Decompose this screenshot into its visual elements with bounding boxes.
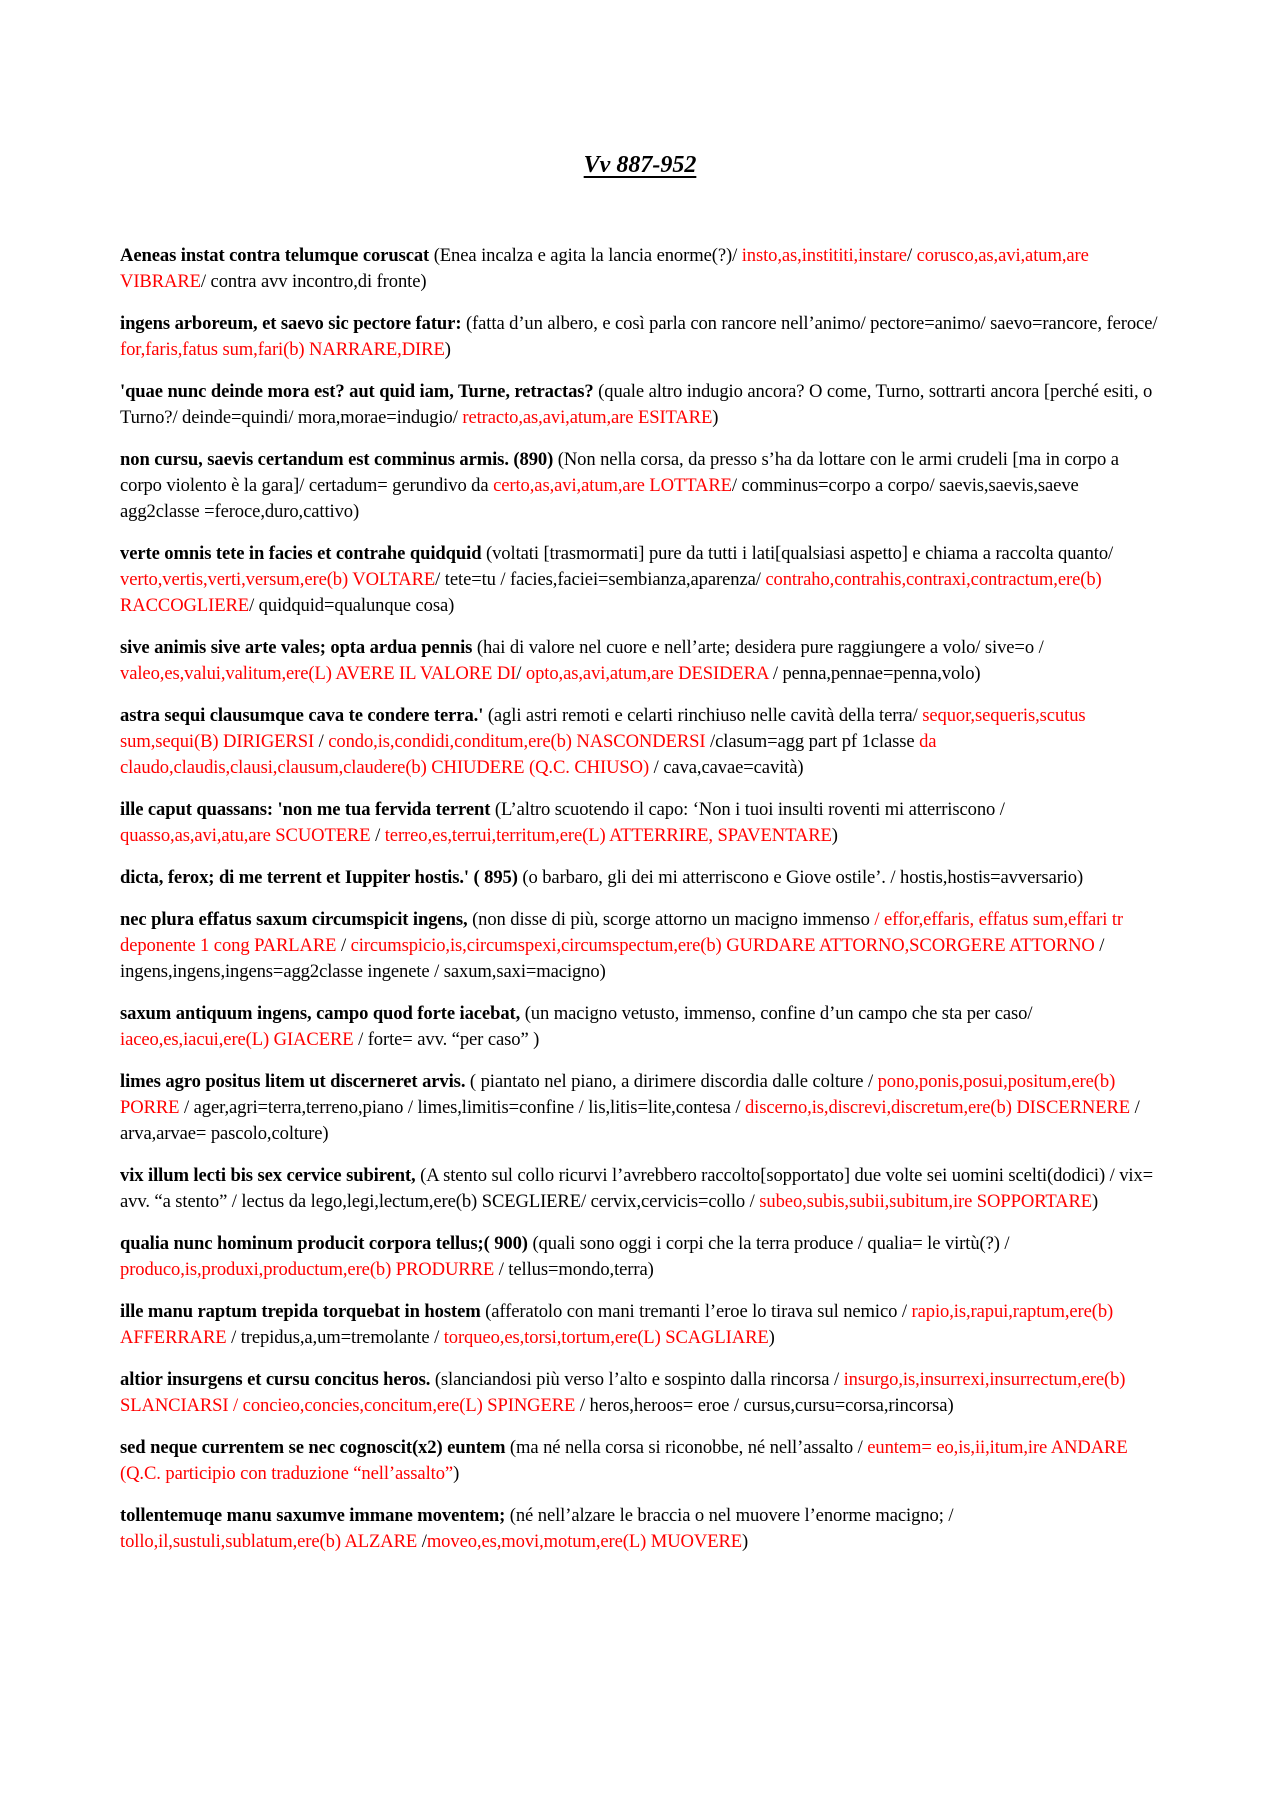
translation-text: / tellus=mondo,terra) bbox=[494, 1259, 654, 1280]
translation-text: (agli astri remoti e celarti rinchiuso nelle cavità della terra/ bbox=[483, 705, 923, 726]
verse-entry bbox=[120, 1069, 1160, 1147]
document-title bbox=[120, 150, 1160, 180]
latin-verse: ille manu raptum trepida torquebat in hostem bbox=[120, 1301, 481, 1322]
vocabulary-note: pono,ponis,posui,positum,ere(b) PORRE bbox=[120, 1071, 1116, 1118]
vocabulary-note: quasso,as,avi,atu,are SCUOTERE bbox=[120, 825, 371, 846]
translation-text: (L’altro scuotendo il capo: ‘Non i tuoi insulti roventi mi atterriscono / bbox=[490, 799, 1005, 820]
translation-text: / cava,cavae=cavità) bbox=[649, 757, 804, 778]
latin-verse: 'quae nunc deinde mora est? aut quid iam, Turne, retractas? bbox=[120, 381, 594, 402]
verse-entry bbox=[120, 541, 1160, 619]
verse-entry bbox=[120, 635, 1160, 687]
translation-text: / bbox=[336, 935, 351, 956]
vocabulary-note: euntem= eo,is,ii,itum,ire ANDARE (Q.C. participio con traduzione “nell’assalto” bbox=[120, 1437, 1128, 1484]
vocabulary-note: tollo,il,sustuli,sublatum,ere(b) ALZARE bbox=[120, 1531, 418, 1552]
translation-text: / ager,agri=terra,terreno,piano / limes,limitis=confine / lis,litis=lite,contesa / bbox=[179, 1097, 745, 1118]
vocabulary-note: subeo,subis,subii,subitum,ire SOPPORTARE bbox=[759, 1191, 1093, 1212]
latin-verse: ingens arboreum, et saevo sic pectore fatur: bbox=[120, 313, 462, 334]
vocabulary-note: for,faris,fatus sum,fari(b) NARRARE,DIRE bbox=[120, 339, 445, 360]
verse-entry bbox=[120, 447, 1160, 525]
vocabulary-note: iaceo,es,iacui,ere(L) GIACERE bbox=[120, 1029, 354, 1050]
translation-text: (A stento sul collo ricurvi l’avrebbero raccolto[sopportato] due volte sei uomini scelti(dodici) / vix= avv. “a stento” / lectus da lego,legi,lectum,ere(b) SCEGLIERE/ cervix,cervicis=collo / bbox=[120, 1165, 1154, 1212]
vocabulary-note: terreo,es,terrui,territum,ere(L) ATTERRIRE, SPAVENTARE bbox=[384, 825, 832, 846]
vocabulary-note: retracto,as,avi,atum,are ESITARE bbox=[462, 407, 713, 428]
translation-text: / ingens,ingens,ingens=agg2classe ingenete / saxum,saxi=macigno) bbox=[120, 935, 1105, 982]
translation-text: (afferatolo con mani tremanti l’eroe lo tirava sul nemico / bbox=[480, 1301, 912, 1322]
latin-verse: astra sequi clausumque cava te condere terra.' bbox=[120, 705, 484, 726]
translation-text: (Enea incalza e agita la lancia enorme(?)/ bbox=[429, 245, 742, 266]
translation-text: / penna,pennae=penna,volo) bbox=[768, 663, 981, 684]
translation-text: (Non nella corsa, da presso s’ha da lottare con le armi crudeli [ma in corpo a corpo violento è la gara]/ certadum= gerundivo da bbox=[120, 449, 1119, 496]
translation-text: ) bbox=[1092, 1191, 1099, 1212]
vocabulary-note: valeo,es,valui,valitum,ere(L) AVERE IL VALORE DI bbox=[120, 663, 517, 684]
verse-entry bbox=[120, 243, 1160, 295]
translation-text: / quidquid=qualunque cosa) bbox=[249, 595, 455, 616]
vocabulary-note: condo,is,condidi,conditum,ere(b) NASCONDERSI bbox=[328, 731, 706, 752]
latin-verse: limes agro positus litem ut discerneret arvis. bbox=[120, 1071, 466, 1092]
vocabulary-note: verto,vertis,verti,versum,ere(b) VOLTARE bbox=[120, 569, 436, 590]
vocabulary-note: contraho,contrahis,contraxi,contractum,ere(b) RACCOGLIERE bbox=[120, 569, 1102, 616]
vocabulary-note: insto,as,instititi,instare bbox=[741, 245, 907, 266]
translation-text: (quali sono oggi i corpi che la terra produce / qualia= le virtù(?) / bbox=[527, 1233, 1010, 1254]
translation-text: / bbox=[370, 825, 385, 846]
translation-text: ) bbox=[831, 825, 838, 846]
vocabulary-note: moveo,es,movi,motum,ere(L) MUOVERE bbox=[426, 1531, 743, 1552]
latin-verse: verte omnis tete in facies et contrahe quidquid bbox=[120, 543, 482, 564]
translation-text: / bbox=[314, 731, 329, 752]
latin-verse: Aeneas instat contra telumque coruscat bbox=[120, 245, 430, 266]
verse-entry bbox=[120, 1299, 1160, 1351]
translation-text: (né nell’alzare le braccia o nel muovere l’enorme macigno; / bbox=[505, 1505, 954, 1526]
verse-entry bbox=[120, 379, 1160, 431]
latin-verse: tollentemuqe manu saxumve immane moventem; bbox=[120, 1505, 506, 1526]
translation-text: ) bbox=[453, 1463, 460, 1484]
vocabulary-note: discerno,is,discrevi,discretum,ere(b) DISCERNERE bbox=[744, 1097, 1131, 1118]
vocabulary-note: corusco,as,avi,atum,are VIBRARE bbox=[120, 245, 1089, 292]
verse-entries bbox=[120, 243, 1160, 1571]
translation-text: (o barbaro, gli dei mi atterriscono e Giove ostile’. / hostis,hostis=avversario) bbox=[517, 867, 1084, 888]
latin-verse: altior insurgens et cursu concitus heros. bbox=[120, 1369, 431, 1390]
verse-entry bbox=[120, 311, 1160, 363]
translation-text: / comminus=corpo a corpo/ saevis,saevis,saeve agg2classe =feroce,duro,cattivo) bbox=[120, 475, 1079, 522]
verse-entry bbox=[120, 1367, 1160, 1419]
translation-text: ( piantato nel piano, a dirimere discordia dalle colture / bbox=[465, 1071, 878, 1092]
translation-text: (fatta d’un albero, e così parla con rancore nell’animo/ pectore=animo/ saevo=rancore, feroce/ bbox=[461, 313, 1158, 334]
vocabulary-note: insurgo,is,insurrexi,insurrectum,ere(b) SLANCIARSI / concieo,concies,concitum,ere(L) SPINGERE bbox=[120, 1369, 1126, 1416]
translation-text: (voltati [trasmormati] pure da tutti i lati[qualsiasi aspetto] e chiama a raccolta quanto/ bbox=[481, 543, 1114, 564]
verse-entry bbox=[120, 1231, 1160, 1283]
verse-entry bbox=[120, 1503, 1160, 1555]
translation-text: ) bbox=[444, 339, 451, 360]
translation-text: (ma né nella corsa si riconobbe, né nell’assalto / bbox=[505, 1437, 868, 1458]
verse-entry bbox=[120, 1001, 1160, 1053]
latin-verse: sive animis sive arte vales; opta ardua pennis bbox=[120, 637, 473, 658]
verse-entry bbox=[120, 865, 1160, 891]
translation-text: / bbox=[417, 1531, 427, 1552]
verse-entry bbox=[120, 1163, 1160, 1215]
document-title-text: Vv 887-952 bbox=[583, 152, 697, 178]
verse-entry bbox=[120, 797, 1160, 849]
latin-verse: nec plura effatus saxum circumspicit ingens, bbox=[120, 909, 468, 930]
vocabulary-note: rapio,is,rapui,raptum,ere(b) AFFERRARE bbox=[120, 1301, 1114, 1348]
vocabulary-note: certo,as,avi,atum,are LOTTARE bbox=[493, 475, 732, 496]
latin-verse: saxum antiquum ingens, campo quod forte iacebat, bbox=[120, 1003, 521, 1024]
translation-text: / bbox=[906, 245, 917, 266]
vocabulary-note: produco,is,produxi,productum,ere(b) PRODURRE bbox=[120, 1259, 495, 1280]
verse-entry bbox=[120, 907, 1160, 985]
vocabulary-note: opto,as,avi,atum,are DESIDERA bbox=[525, 663, 769, 684]
translation-text: (hai di valore nel cuore e nell’arte; desidera pure raggiungere a volo/ sive=o / bbox=[472, 637, 1044, 658]
translation-text: ) bbox=[712, 407, 719, 428]
translation-text: (non disse di più, scorge attorno un macigno immenso bbox=[467, 909, 875, 930]
latin-verse: sed neque currentem se nec cognoscit(x2) euntem bbox=[120, 1437, 506, 1458]
vocabulary-note: sequor,sequeris,scutus sum,sequi(B) DIRIGERSI bbox=[120, 705, 1086, 752]
vocabulary-note: torqueo,es,torsi,tortum,ere(L) SCAGLIARE bbox=[443, 1327, 769, 1348]
latin-verse: qualia nunc hominum producit corpora tellus;( 900) bbox=[120, 1233, 528, 1254]
latin-verse: vix illum lecti bis sex cervice subirent, bbox=[120, 1165, 416, 1186]
translation-text: /clasum=agg part pf 1classe bbox=[705, 731, 920, 752]
verse-entry bbox=[120, 1435, 1160, 1487]
translation-text: (un macigno vetusto, immenso, confine d’un campo che sta per caso/ bbox=[520, 1003, 1033, 1024]
latin-verse: non cursu, saevis certandum est comminus armis. (890) bbox=[120, 449, 554, 470]
translation-text: (quale altro indugio ancora? O come, Turno, sottrarti ancora [perché esiti, o Turno?/ deinde=quindi/ mora,morae=indugio/ bbox=[120, 381, 1153, 428]
translation-text: / arva,arvae= pascolo,colture) bbox=[120, 1097, 1140, 1144]
translation-text: / contra avv incontro,di fronte) bbox=[200, 271, 427, 292]
verse-entry bbox=[120, 703, 1160, 781]
translation-text: ) bbox=[768, 1327, 775, 1348]
vocabulary-note: / effor,effaris, effatus sum,effari tr deponente 1 cong PARLARE bbox=[120, 909, 1124, 956]
vocabulary-note: da claudo,claudis,clausi,clausum,claudere(b) CHIUDERE (Q.C. CHIUSO) bbox=[120, 731, 937, 778]
translation-text: / bbox=[516, 663, 526, 684]
translation-notes bbox=[518, 867, 1083, 888]
translation-text: ) bbox=[742, 1531, 749, 1552]
translation-text: / heros,heroos= eroe / cursus,cursu=corsa,rincorsa) bbox=[575, 1395, 954, 1416]
vocabulary-note: circumspicio,is,circumspexi,circumspectum,ere(b) GURDARE ATTORNO,SCORGERE ATTORNO bbox=[350, 935, 1095, 956]
translation-text: (slanciandosi più verso l’alto e sospinto dalla rincorsa / bbox=[430, 1369, 844, 1390]
translation-text: / tete=tu / facies,faciei=sembianza,aparenza/ bbox=[435, 569, 766, 590]
latin-verse: ille caput quassans: 'non me tua fervida terrent bbox=[120, 799, 491, 820]
latin-verse: dicta, ferox; di me terrent et Iuppiter hostis.' ( 895) bbox=[120, 867, 518, 888]
translation-text: / forte= avv. “per caso” ) bbox=[353, 1029, 540, 1050]
translation-text: / trepidus,a,um=tremolante / bbox=[226, 1327, 444, 1348]
